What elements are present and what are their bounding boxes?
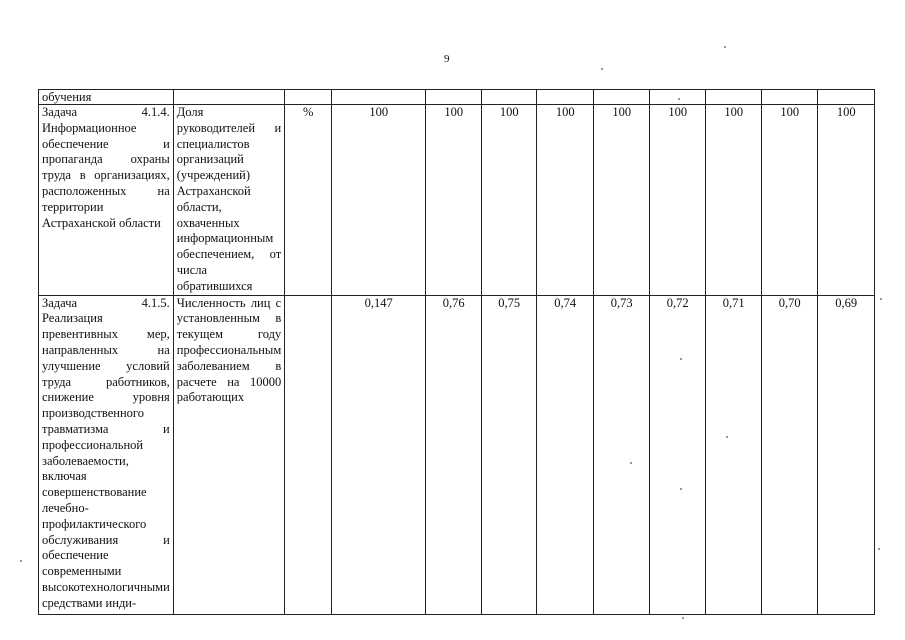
- value-cell: [537, 90, 594, 105]
- indicator-cell: [173, 90, 284, 105]
- value-cell: 100: [594, 105, 650, 296]
- indicators-table: [38, 89, 875, 615]
- indicator-cell: Доля руководителей и специалистов организаций (учреждений) Астраханской области, охваченных информационным обеспечением, от числа обратившихся: [173, 105, 284, 296]
- value-cell: 100: [482, 105, 537, 296]
- scan-speck: [880, 298, 882, 300]
- unit-cell: [285, 90, 332, 105]
- value-cell: [762, 90, 818, 105]
- value-cell: 0,70: [762, 295, 818, 614]
- value-cell: 100: [650, 105, 706, 296]
- task-cell: Задача 4.1.5. Реализация превентивных мер, направленных на улучшение условий труда работников, снижение уровня производственного травматизма и профессиональной заболеваемости, включая совершенствование лечебно-профилактического обслуживания и обеспечение современными высокотехнологичными средствами инди-: [39, 295, 174, 614]
- scan-speck: [20, 560, 22, 562]
- value-cell: 0,75: [482, 295, 537, 614]
- unit-cell: [285, 295, 332, 614]
- page-number: 9: [444, 53, 450, 65]
- scan-speck: [724, 46, 726, 48]
- scan-speck: [680, 358, 682, 360]
- value-cell: 0,72: [650, 295, 706, 614]
- scan-speck: [601, 68, 603, 70]
- value-cell: [818, 90, 875, 105]
- scan-speck: [678, 98, 680, 100]
- value-cell: 0,73: [594, 295, 650, 614]
- value-cell: 0,76: [426, 295, 482, 614]
- value-cell: 100: [706, 105, 762, 296]
- value-cell: [332, 90, 426, 105]
- scan-speck: [726, 436, 728, 438]
- table-row: [39, 295, 875, 614]
- value-cell: [650, 90, 706, 105]
- value-cell: 100: [762, 105, 818, 296]
- value-cell: 100: [537, 105, 594, 296]
- value-cell: 0,71: [706, 295, 762, 614]
- value-cell: 0,147: [332, 295, 426, 614]
- value-cell: [426, 90, 482, 105]
- task-cell: Задача 4.1.4. Информационное обеспечение и пропаганда охраны труда в организациях, расположенных на территории Астраханской области: [39, 105, 174, 296]
- value-cell: 100: [426, 105, 482, 296]
- value-cell: [594, 90, 650, 105]
- indicator-cell: Численность лиц с установленным в текущем году профессиональным заболеванием в расчете на 10000 работающих: [173, 295, 284, 614]
- scan-speck: [682, 617, 684, 619]
- table-row: [39, 90, 875, 105]
- value-cell: [706, 90, 762, 105]
- scan-speck: [630, 462, 632, 464]
- value-cell: 100: [818, 105, 875, 296]
- value-cell: 0,69: [818, 295, 875, 614]
- value-cell: [482, 90, 537, 105]
- value-cell: 100: [332, 105, 426, 296]
- table-row: [39, 105, 875, 296]
- scan-speck: [878, 548, 880, 550]
- task-cell: обучения: [39, 90, 174, 105]
- value-cell: 0,74: [537, 295, 594, 614]
- unit-cell: %: [285, 105, 332, 296]
- scan-speck: [680, 488, 682, 490]
